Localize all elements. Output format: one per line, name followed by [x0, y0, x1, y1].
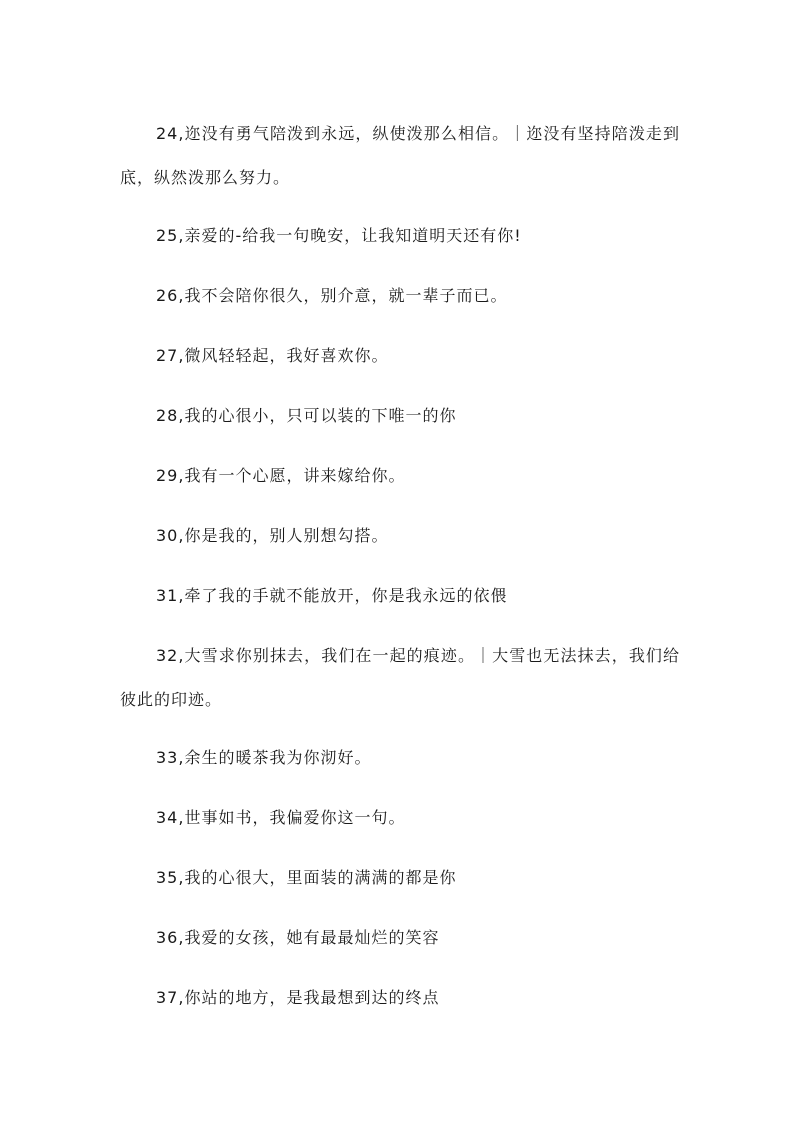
paragraph-29: 29,我有一个心愿，讲来嫁给你。 [156, 466, 406, 485]
paragraph-35: 35,我的心很大，里面装的满满的都是你 [156, 868, 457, 887]
paragraph-31: 31,牵了我的手就不能放开，你是我永远的依偎 [156, 586, 508, 605]
paragraph-24: 24,迩没有勇气陪泼到永远，纵使泼那么相信。｜迩没有坚持陪泼走到底，纵然泼那么努力。 [120, 124, 680, 187]
paragraph-34: 34,世事如书，我偏爱你这一句。 [156, 808, 406, 827]
paragraph-27: 27,微风轻轻起，我好喜欢你。 [156, 346, 389, 365]
paragraph-30: 30,你是我的，别人别想勾搭。 [156, 526, 389, 545]
paragraph-37: 37,你站的地方，是我最想到达的终点 [156, 988, 440, 1007]
paragraph-32: 32,大雪求你别抹去，我们在一起的痕迹。｜大雪也无法抹去，我们给彼此的印迹。 [120, 646, 680, 709]
paragraph-26: 26,我不会陪你很久，别介意，就一辈子而已。 [156, 286, 508, 305]
paragraph-36: 36,我爱的女孩，她有最最灿烂的笑容 [156, 928, 440, 947]
paragraph-28: 28,我的心很小，只可以装的下唯一的你 [156, 406, 457, 425]
paragraph-25: 25,亲爱的-给我一句晚安，让我知道明天还有你! [156, 226, 522, 245]
paragraph-33: 33,余生的暖茶我为你沏好。 [156, 748, 372, 767]
